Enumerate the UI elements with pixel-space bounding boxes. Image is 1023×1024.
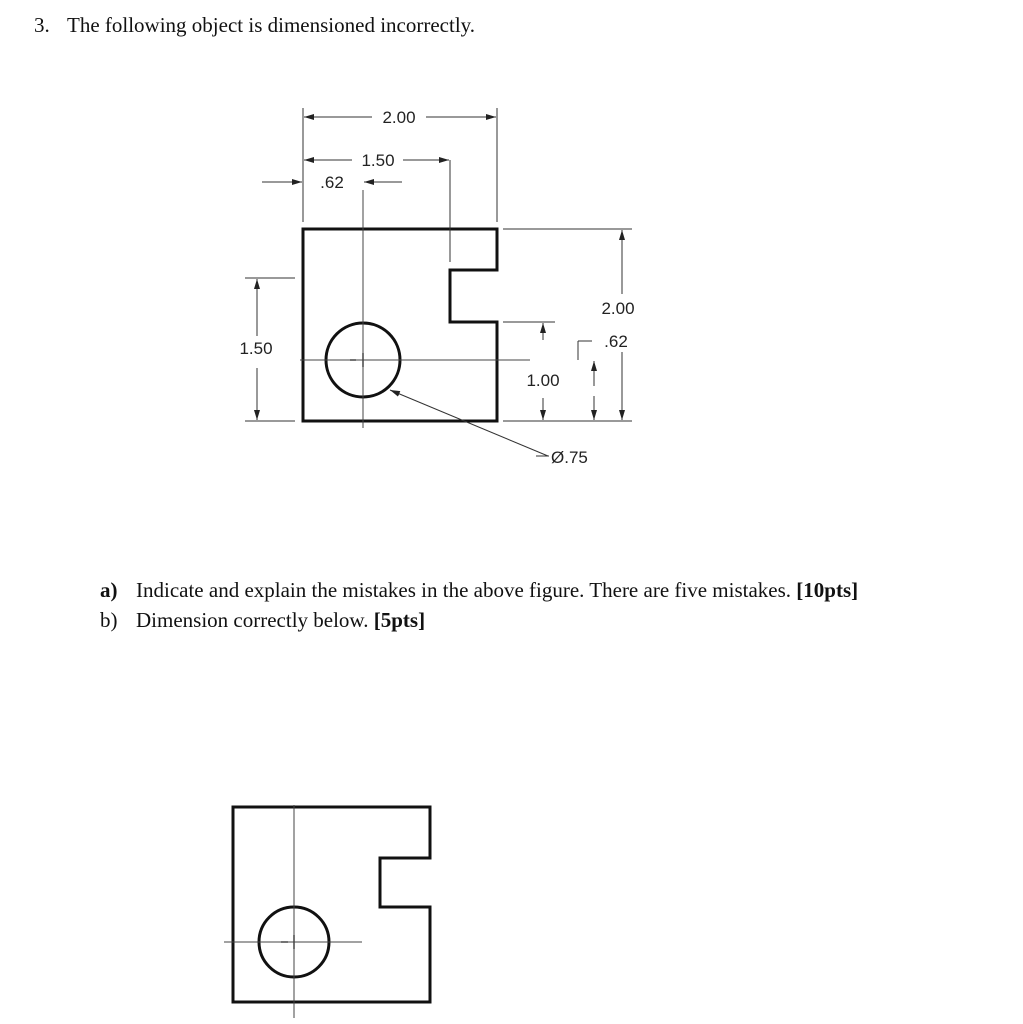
dim-hole-diameter <box>390 390 588 467</box>
top-figure <box>239 108 634 467</box>
dim-height-left-label: 1.50 <box>239 339 273 358</box>
dim-height-right-label: 2.00 <box>601 299 635 318</box>
dim-slot-height <box>526 323 559 420</box>
dim-height-left <box>239 279 272 420</box>
dim-slot-height-label: 1.00 <box>526 371 560 390</box>
dim-hole-from-left-long <box>304 151 449 170</box>
dim-height-right <box>601 230 634 420</box>
dim-width-overall-label: 2.00 <box>382 108 416 127</box>
bottom-part-outline <box>233 807 430 1002</box>
dim-hole-from-bottom-right <box>594 332 628 420</box>
part-a-marker: a) <box>100 578 118 602</box>
dim-hole-from-left-short <box>262 173 402 192</box>
dim-hole-diameter-label: Ø.75 <box>551 448 588 467</box>
part-a-points: [10pts] <box>796 578 859 602</box>
bottom-centerlines <box>224 805 362 1018</box>
part-b-points: [5pts] <box>373 608 426 632</box>
question-text: The following object is dimensioned incorrectly. <box>67 13 476 37</box>
bottom-figure <box>224 805 430 1018</box>
dim-hole-from-left-long-label: 1.50 <box>361 151 395 170</box>
dim-hole-from-bottom-right-label: .62 <box>604 332 628 351</box>
dim-width-overall <box>304 108 496 127</box>
part-b <box>100 605 858 635</box>
part-a-text: Indicate and explain the mistakes in the above figure. There are five mistakes. <box>136 578 792 602</box>
part-b-text: Dimension correctly below. <box>136 608 369 632</box>
part-a <box>100 575 858 605</box>
question-parts <box>100 575 858 635</box>
top-part-outline <box>303 229 497 421</box>
question-number: 3. <box>34 13 50 37</box>
part-b-marker: b) <box>100 608 118 632</box>
dim-hole-from-left-short-label: .62 <box>320 173 344 192</box>
